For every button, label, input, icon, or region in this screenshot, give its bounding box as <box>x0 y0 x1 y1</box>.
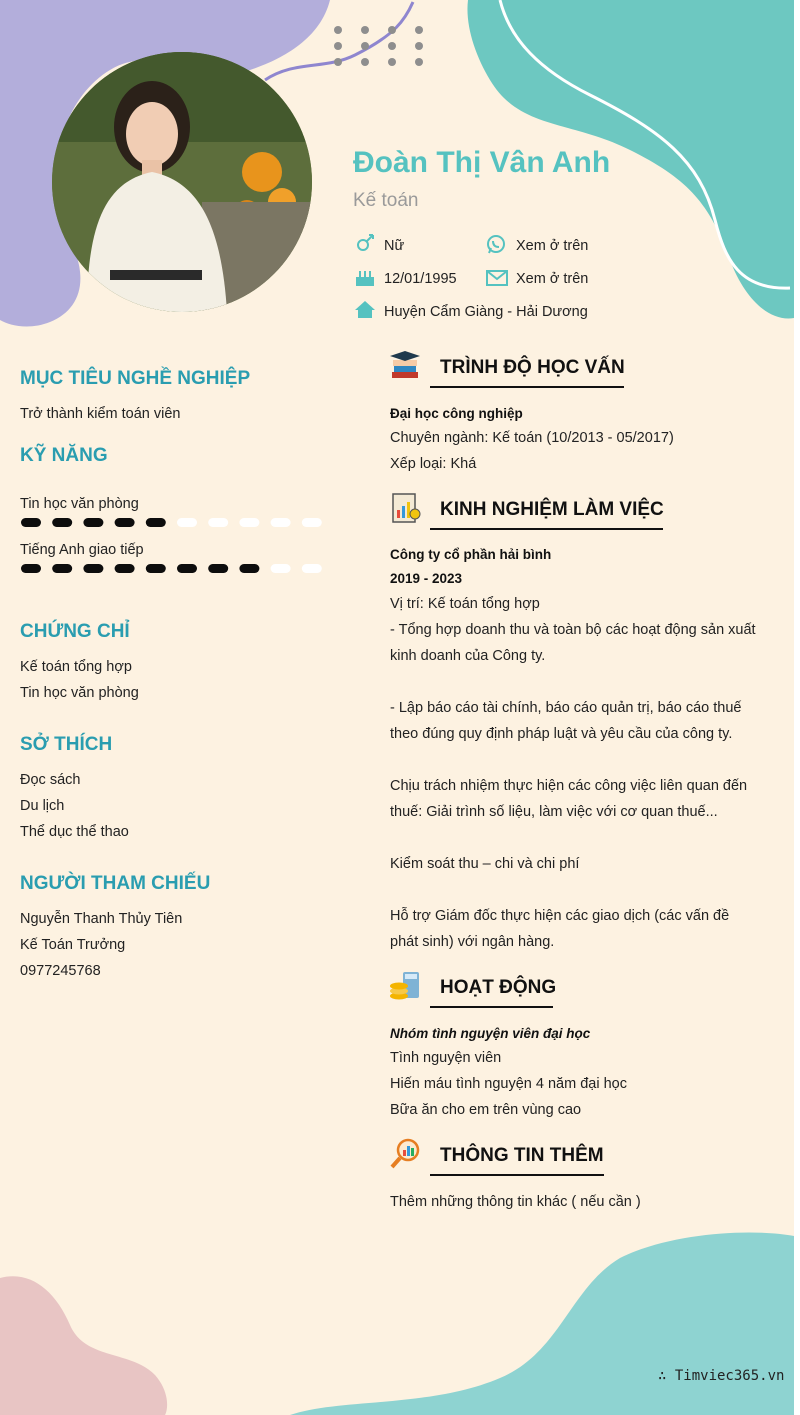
gender-icon <box>354 234 376 254</box>
skill-dash-filled <box>83 518 103 527</box>
watermark: ∴ Timviec365.vn <box>658 1368 785 1384</box>
certificate-item: Tin học văn phòng <box>20 685 139 701</box>
skill-dash-filled <box>239 564 259 573</box>
reference-item: 0977245768 <box>20 963 101 979</box>
more-info-text: Thêm những thông tin khác ( nếu cần ) <box>390 1194 641 1210</box>
experience-heading: KINH NGHIỆM LÀM VIỆC <box>440 499 664 520</box>
skill-dash-empty <box>271 518 291 527</box>
skill-dash-filled <box>146 518 166 527</box>
skills-heading: KỸ NĂNG <box>20 445 108 466</box>
skill-dash-empty <box>208 518 228 527</box>
experience-line: - Tổng hợp doanh thu và toàn bộ các hoạt động sản xuất <box>390 622 756 638</box>
experience-line: Hỗ trợ Giám đốc thực hiện các giao dịch (các vấn đề <box>390 908 730 924</box>
dot-grid <box>330 24 430 74</box>
certificate-item: Kế toán tổng hợp <box>20 659 132 675</box>
skill-dash-filled <box>52 564 72 573</box>
experience-line: phát sinh) với ngân hàng. <box>390 934 555 950</box>
skill-level-bar <box>20 563 330 573</box>
birthday-cake-icon <box>354 267 376 287</box>
heading-underline <box>430 1174 604 1176</box>
grade-text: Xếp loại: Khá <box>390 456 477 472</box>
email-icon <box>486 268 508 288</box>
skill-dash-filled <box>208 564 228 573</box>
magnifier-chart-icon <box>389 1138 421 1170</box>
skill-dash-filled <box>21 518 41 527</box>
education-heading: TRÌNH ĐỘ HỌC VẤN <box>440 357 625 378</box>
major-text: Chuyên ngành: Kế toán (10/2013 - 05/2017) <box>390 430 674 446</box>
reference-item: Nguyễn Thanh Thủy Tiên <box>20 911 183 927</box>
skill-dash-empty <box>302 518 322 527</box>
work-period: 2019 - 2023 <box>390 571 463 586</box>
phone-icon <box>486 234 508 254</box>
heading-underline <box>430 386 624 388</box>
activity-item: Hiến máu tình nguyện 4 năm đại học <box>390 1076 627 1092</box>
activity-item: Tình nguyện viên <box>390 1050 502 1066</box>
career-goal-heading: MỤC TIÊU NGHỀ NGHIỆP <box>20 368 251 389</box>
coins-calculator-icon <box>389 970 421 1002</box>
teal-blob-bottom-right <box>280 1228 794 1415</box>
work-position: Vị trí: Kế toán tổng hợp <box>390 596 540 612</box>
gender-value: Nữ <box>384 238 405 254</box>
home-icon <box>354 300 376 320</box>
experience-line: thuế: Giải trình số liệu, làm việc với cơ quan thuế... <box>390 804 718 820</box>
skill-dash-filled <box>52 518 72 527</box>
skill-name: Tiếng Anh giao tiếp <box>20 542 144 558</box>
document-chart-icon <box>389 492 421 524</box>
hobby-item: Thể dục thể thao <box>20 824 129 840</box>
skill-dash-empty <box>271 564 291 573</box>
skill-dash-filled <box>177 564 197 573</box>
skill-dash-filled <box>146 564 166 573</box>
references-heading: NGƯỜI THAM CHIẾU <box>20 873 211 894</box>
hobby-item: Đọc sách <box>20 772 81 788</box>
experience-line: - Lập báo cáo tài chính, báo cáo quản trị, báo cáo thuế <box>390 700 742 716</box>
skill-level-bar <box>20 517 330 527</box>
company-name: Công ty cổ phần hải bình <box>390 547 552 562</box>
career-goal-text: Trở thành kiểm toán viên <box>20 406 181 422</box>
heading-underline <box>430 1006 553 1008</box>
candidate-name: Đoàn Thị Vân Anh <box>353 146 611 179</box>
phone-value: Xem ở trên <box>516 238 589 254</box>
hobbies-heading: SỞ THÍCH <box>20 734 113 755</box>
skill-name: Tin học văn phòng <box>20 496 139 512</box>
activity-item: Bữa ăn cho em trên vùng cao <box>390 1102 582 1118</box>
pink-blob-bottom-left <box>0 1270 180 1415</box>
skill-dash-empty <box>239 518 259 527</box>
school-name: Đại học công nghiệp <box>390 406 523 421</box>
profile-photo <box>52 52 312 312</box>
experience-line: Chịu trách nhiệm thực hiện các công việc liên quan đến <box>390 778 748 794</box>
address-value: Huyện Cẩm Giàng - Hải Dương <box>384 304 588 320</box>
skill-dash-filled <box>115 518 135 527</box>
graduation-books-icon <box>389 350 421 382</box>
experience-line: theo đúng quy định pháp luật và yêu cầu của công ty. <box>390 726 733 742</box>
hobby-item: Du lịch <box>20 798 65 814</box>
experience-line: Kiểm soát thu – chi và chi phí <box>390 856 580 872</box>
experience-line: kinh doanh của Công ty. <box>390 648 546 664</box>
skill-dash-empty <box>302 564 322 573</box>
birthdate-value: 12/01/1995 <box>384 271 457 287</box>
skill-dash-filled <box>83 564 103 573</box>
certificates-heading: CHỨNG CHỈ <box>20 621 130 642</box>
activities-heading: HOẠT ĐỘNG <box>440 977 557 998</box>
skill-dash-filled <box>21 564 41 573</box>
email-value: Xem ở trên <box>516 271 589 287</box>
skill-dash-filled <box>115 564 135 573</box>
heading-underline <box>430 528 663 530</box>
activity-group: Nhóm tình nguyện viên đại học <box>390 1026 591 1041</box>
job-title: Kế toán <box>353 190 419 211</box>
more-info-heading: THÔNG TIN THÊM <box>440 1145 604 1166</box>
reference-item: Kế Toán Trưởng <box>20 937 126 953</box>
skill-dash-empty <box>177 518 197 527</box>
